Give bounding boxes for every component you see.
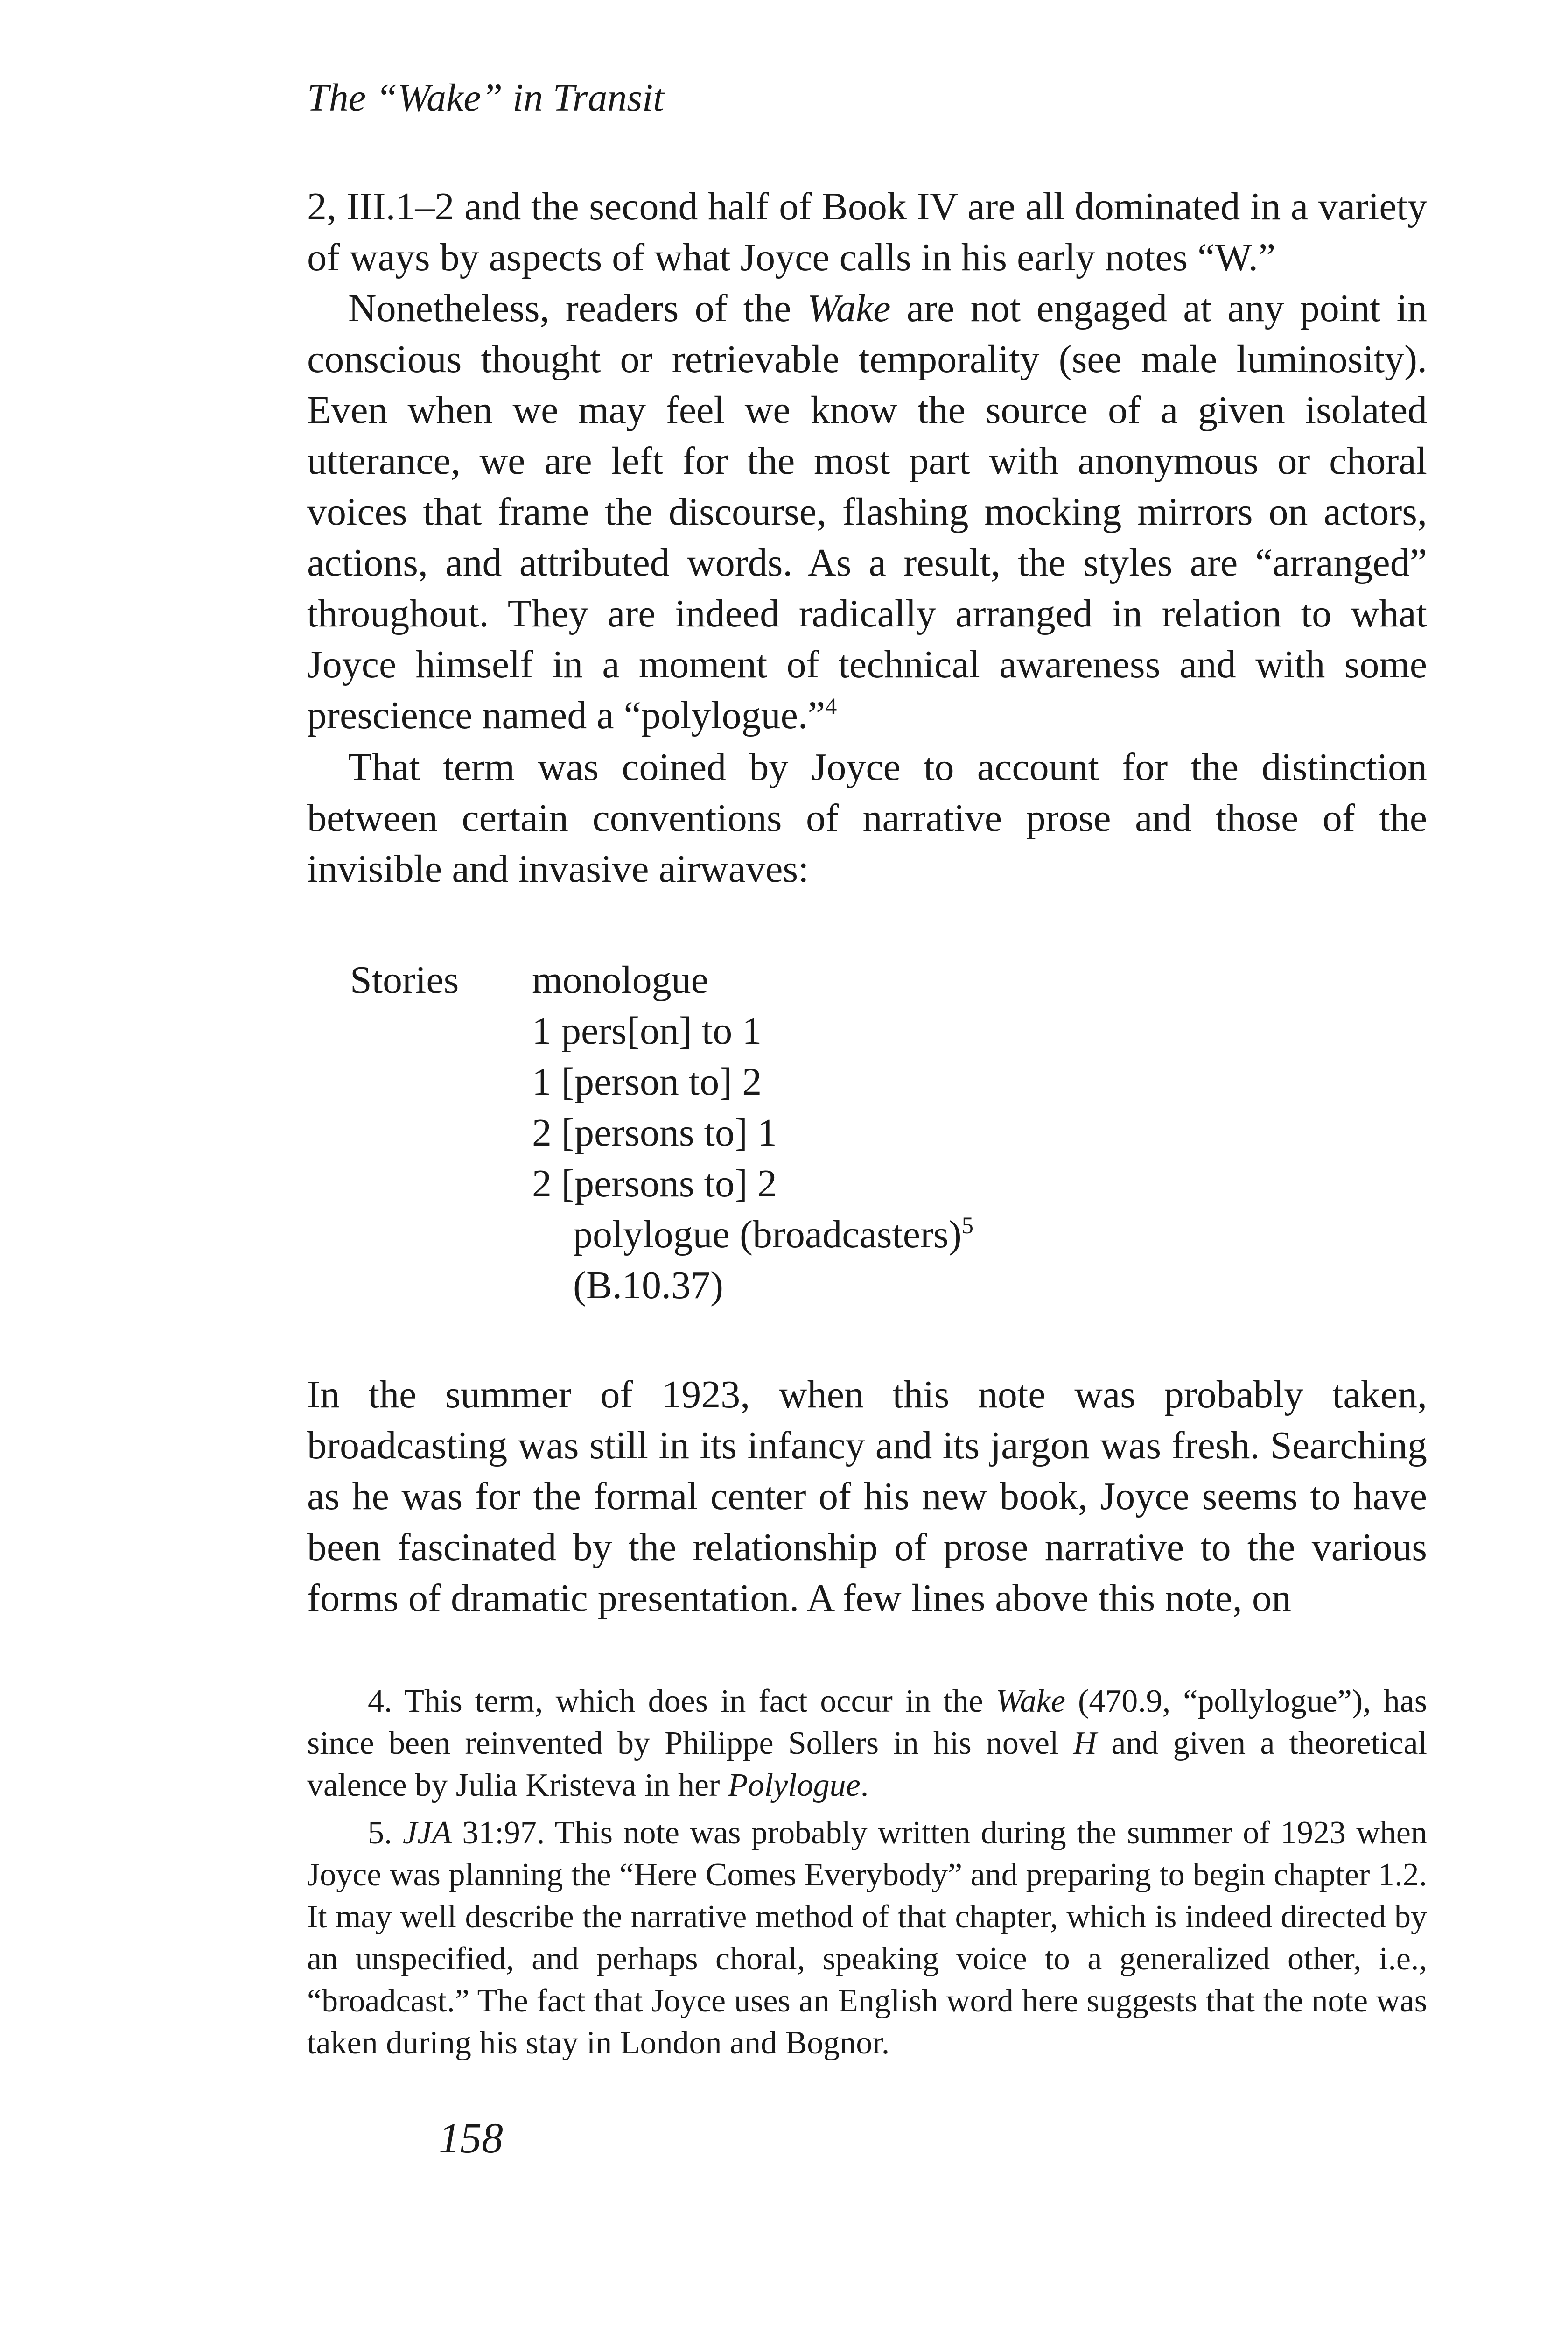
notebook-polylogue-line (532, 1209, 1185, 1260)
notebook-line: 1 pers[on] to 1 (532, 1009, 762, 1053)
fn4-text-c: (470.9, “pollylogue”), has since been reinvented by Philippe Sollers in his novel (307, 1683, 1427, 1761)
fn5-text-a: 5. (368, 1815, 403, 1851)
footnote-ref-4: 4 (825, 693, 837, 719)
para2-text-a: Nonetheless, readers of the (348, 287, 807, 330)
para2-text-c: are not engaged at any point in conscious thought or retrievable temporality (see male luminosity). Even when we may feel we know the source of a given isolated utterance, we are left for the most part with anonymous or choral voices that frame the discourse, flashing mocking mirrors on actors, actions, and attributed words. As a result, the styles are “arranged” throughout. They are indeed radically arranged in relation to what Joyce himself in a moment of technical awareness and with some prescience named a “polylogue.” (307, 287, 1427, 737)
body-paragraph-1: 2, III.1–2 and the second half of Book IV are all dominated in a variety of ways by aspects of what Joyce calls in his early notes “W.” (307, 185, 1427, 279)
fn5-jja-title: JJA (402, 1815, 452, 1851)
page-number: 158 (439, 2114, 503, 2162)
fn5-text-c: 31:97. This note was probably written during the summer of 1923 when Joyce was planning the “Here Comes Everybody” and preparing to begin chapter 1.2. It may well describe the narrative method of that chapter, which is indeed directed by an unspecified, and perhaps choral, speaking voice to a generalized other, i.e., “broadcast.” The fact that Joyce uses an English word here suggests that the note was taken during his stay in London and Bognor. (307, 1815, 1428, 2061)
notebook-lines (532, 955, 1185, 1311)
fn4-text-e: and given a theoretical valence by Julia Kristeva in her (307, 1725, 1427, 1803)
body-paragraph-4: In the summer of 1923, when this note was probably taken, broadcasting was still in its infancy and its jargon was fresh. Searching as he was for the formal center of his new book, Joyce seems to have been fascinated by the relationship of prose narrative to the various forms of dramatic presentation. A few lines above this note, on (307, 1373, 1427, 1620)
notebook-line: 1 [person to] 2 (532, 1060, 762, 1104)
fn4-polylogue-title: Polylogue (728, 1767, 861, 1803)
fn4-wake-title: Wake (995, 1683, 1065, 1719)
notebook-line: 2 [persons to] 1 (532, 1111, 777, 1154)
notebook-line: monologue (532, 958, 708, 1002)
notebook-reference: (B.10.37) (573, 1264, 723, 1307)
fn4-text-a: 4. This term, which does in fact occur in the (368, 1683, 996, 1719)
body-paragraph-2 (307, 283, 1427, 741)
notebook-line: 2 [persons to] 2 (532, 1162, 777, 1205)
footnote-4 (307, 1680, 1427, 1807)
notebook-label: Stories (350, 958, 459, 1002)
footnote-5 (307, 1812, 1427, 2064)
body-paragraph-3: That term was coined by Joyce to account for the distinction between certain conventions of narrative prose and those of the invisible and invasive airwaves: (307, 745, 1427, 891)
footnote-ref-5: 5 (961, 1212, 973, 1238)
notebook-polylogue-text: polylogue (broadcasters) (573, 1213, 962, 1256)
running-header: The “Wake” in Transit (307, 76, 664, 120)
footnotes (307, 1680, 1427, 2064)
para2-wake-title: Wake (807, 287, 891, 330)
fn4-novel-title: H (1073, 1725, 1097, 1761)
fn4-text-g: . (860, 1767, 869, 1803)
